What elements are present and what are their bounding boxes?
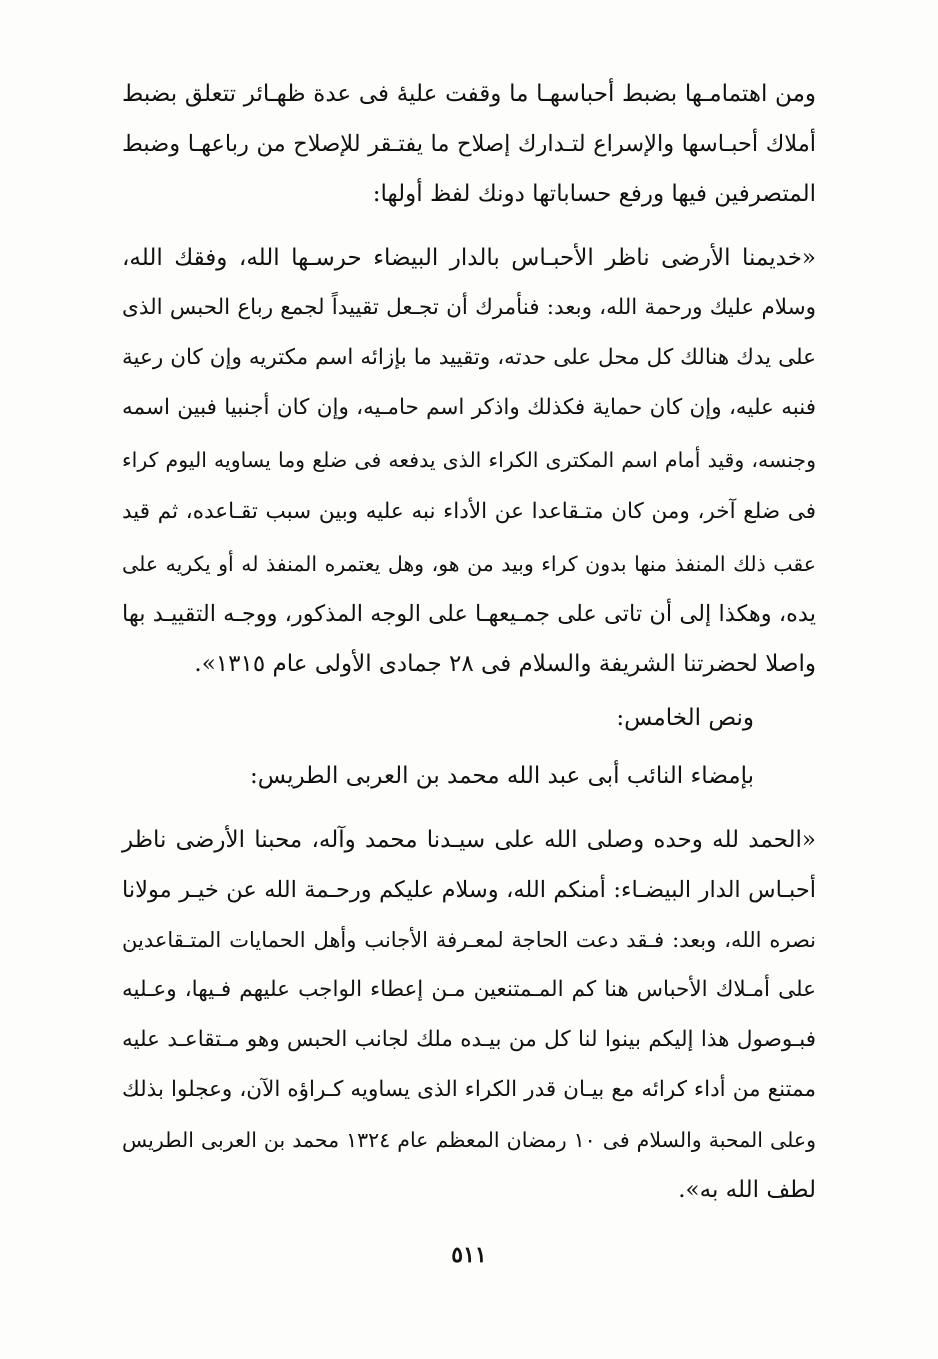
text-line: عقب ذلك المنفذ منها بدون كراء وبيد من هو، وهل يعتمره المنفذ له أو يكريه على xyxy=(122,552,816,576)
text-line: نصره الله، وبعد: فـقد دعت الحاجة لمعـرفة الأجانب وأهل الحمايات المتـقاعدين xyxy=(122,928,816,952)
text-line: وعلى المحبة والسلام فى ١٠ رمضان المعظم عام ١٣٢٤ محمد بن العربى الطريس xyxy=(122,1128,817,1152)
text-line: وسلام عليك ورحمة الله، وبعد: فنأمرك أن تجـعل تقييداً لجمع رباع الحبس الذى xyxy=(122,295,816,320)
text-line: على يدك هنالك كل محل على حدته، وتقييد ما بإزائه اسم مكتريه وإن كان رعية xyxy=(122,345,816,370)
text-line: يده، وهكذا إلى أن تاتى على جمـيعهـا على الوجه المذكور، ووجـه التقييـد بها xyxy=(122,601,816,627)
text-line: واصلا لحضرتنا الشريفة والسلام فى ٢٨ جمادى الأولى عام ١٣١٥». xyxy=(194,651,816,677)
text-line: فنبه عليه، وإن كان حماية فكذلك واذكر اسم حامـيه، وإن كان أجنبيا فبين اسمه xyxy=(122,395,816,420)
text-line: على أمـلاك الأحباس هنا كم المـمتنعين مـن إعطاء الواجب عليهم فـيها، وعـليه xyxy=(122,977,816,1002)
text-line: فى ضلع آخر، ومن كان متـقاعدا عن الأداء نبه عليه وبين سبب تقـاعده، ثم قيد xyxy=(122,499,816,524)
signature-line: بإمضاء النائب أبى عبد الله محمد بن العربى الطريس: xyxy=(250,763,754,789)
text-line: ومن اهتمامـها بضبط أحباسهـا ما وقفت عليهٔ فى عدة ظهـائر تتعلق بضبط xyxy=(122,81,816,107)
text-line: أحبـاس الدار البيضـاء: أمنكم الله، وسلام عليكم ورحـمة الله عن خيـر مولانا xyxy=(122,877,816,903)
text-line: أملاك أحبـاسها والإسراع لتـدارك إصلاح ما يفتـقر للإصلاح من رباعهـا وضبط xyxy=(122,131,816,157)
text-line: وجنسه، وقيد أمام اسم المكترى الكراء الذى يدفعه فى ضلع وما يساويه اليوم كراء xyxy=(122,448,816,472)
text-line: «خديمنا الأرضى ناظر الأحبـاس بالدار البيضاء حرسـها الله، وفقك الله، xyxy=(122,245,816,271)
section-heading: ونص الخامس: xyxy=(616,705,754,731)
text-line: «الحمد لله وحده وصلى الله على سيـدنا محمد وآله، محبنا الأرضى ناظر xyxy=(122,827,816,853)
text-line: المتصرفين فيها ورفع حساباتها دونك لفظ أولها: xyxy=(372,181,816,207)
text-line: ممتنع من أداء كرائه مع بيـان قدر الكراء الذى يساويه كـراؤه الآن، وعجلوا بذلك xyxy=(122,1077,816,1102)
page-number: ٥١١ xyxy=(451,1242,487,1268)
text-line: لطف الله به». xyxy=(678,1177,816,1203)
text-line: فبـوصول هذا إليكم بينوا لنا كل من بيـده ملك لجانب الحبس وهو مـتقاعـد عليه xyxy=(122,1027,816,1052)
